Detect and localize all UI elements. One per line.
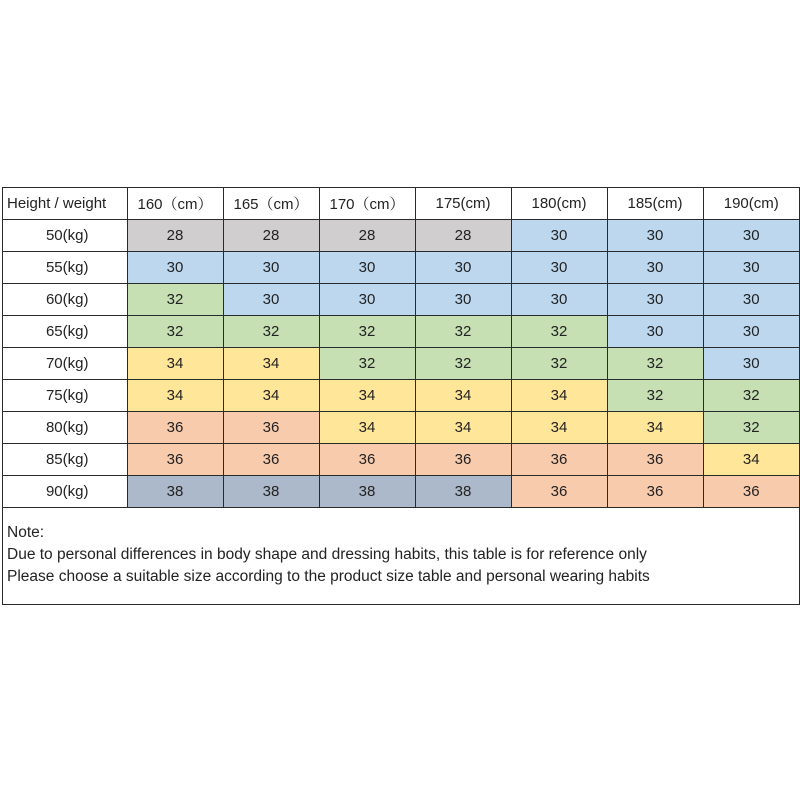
size-cell: 36 [223,412,319,444]
size-cell: 36 [127,412,223,444]
size-cell: 34 [415,412,511,444]
size-cell: 36 [703,476,799,508]
size-cell: 32 [223,316,319,348]
size-cell: 38 [319,476,415,508]
table-row [3,412,799,444]
size-cell: 30 [511,220,607,252]
size-cell: 32 [319,348,415,380]
column-header: 160（cm） [127,188,223,220]
row-header: 90(kg) [3,476,127,508]
size-cell: 28 [319,220,415,252]
size-cell: 30 [511,252,607,284]
size-cell: 30 [127,252,223,284]
size-cell: 32 [511,348,607,380]
size-chart [2,187,800,605]
size-cell: 32 [127,316,223,348]
table-row [3,316,799,348]
size-cell: 34 [319,380,415,412]
note-line-2: Please choose a suitable size according to the product size table and personal wearing habits [7,568,650,585]
size-cell: 34 [223,380,319,412]
corner-header: Height / weight [3,188,127,220]
row-header: 55(kg) [3,252,127,284]
row-header: 60(kg) [3,284,127,316]
row-header: 70(kg) [3,348,127,380]
column-header: 165（cm） [223,188,319,220]
table-row [3,444,799,476]
row-header: 80(kg) [3,412,127,444]
size-cell: 30 [319,284,415,316]
size-cell: 38 [127,476,223,508]
size-cell: 32 [511,316,607,348]
size-cell: 32 [607,348,703,380]
size-cell: 32 [607,380,703,412]
size-cell: 36 [319,444,415,476]
size-cell: 38 [415,476,511,508]
header-row [3,188,799,220]
row-header: 65(kg) [3,316,127,348]
size-cell: 30 [703,252,799,284]
size-cell: 34 [127,348,223,380]
size-cell: 32 [703,380,799,412]
size-cell: 36 [607,476,703,508]
size-cell: 36 [511,476,607,508]
column-header: 170（cm） [319,188,415,220]
table-row [3,348,799,380]
table-row [3,380,799,412]
size-cell: 30 [607,220,703,252]
size-cell: 36 [607,444,703,476]
size-cell: 34 [223,348,319,380]
size-cell: 32 [127,284,223,316]
size-cell: 28 [223,220,319,252]
table-row [3,476,799,508]
size-cell: 30 [607,284,703,316]
size-cell: 30 [511,284,607,316]
note-line-1: Due to personal differences in body shape and dressing habits, this table is for reference only [7,546,647,563]
size-cell: 34 [607,412,703,444]
size-cell: 30 [703,284,799,316]
note-title: Note: [7,524,45,541]
size-cell: 32 [415,316,511,348]
table-row [3,284,799,316]
size-cell: 36 [415,444,511,476]
row-header: 50(kg) [3,220,127,252]
column-header: 185(cm) [607,188,703,220]
size-cell: 32 [703,412,799,444]
size-cell: 30 [607,316,703,348]
row-header: 75(kg) [3,380,127,412]
size-cell: 30 [415,252,511,284]
size-cell: 34 [703,444,799,476]
table-row [3,252,799,284]
size-cell: 38 [223,476,319,508]
size-cell: 30 [703,348,799,380]
row-header: 85(kg) [3,444,127,476]
column-header: 190(cm) [703,188,799,220]
size-cell: 34 [319,412,415,444]
size-cell: 34 [127,380,223,412]
table-row [3,220,799,252]
column-header: 180(cm) [511,188,607,220]
size-cell: 30 [703,316,799,348]
size-cell: 34 [511,412,607,444]
size-cell: 30 [703,220,799,252]
size-cell: 34 [415,380,511,412]
size-cell: 32 [319,316,415,348]
size-cell: 30 [415,284,511,316]
size-cell: 30 [223,284,319,316]
size-cell: 28 [415,220,511,252]
note-box [3,508,799,605]
size-table [3,188,799,508]
column-header: 175(cm) [415,188,511,220]
size-cell: 36 [511,444,607,476]
size-cell: 36 [127,444,223,476]
size-cell: 34 [511,380,607,412]
size-cell: 32 [415,348,511,380]
size-cell: 30 [223,252,319,284]
size-cell: 30 [319,252,415,284]
size-cell: 28 [127,220,223,252]
size-cell: 30 [607,252,703,284]
size-cell: 36 [223,444,319,476]
